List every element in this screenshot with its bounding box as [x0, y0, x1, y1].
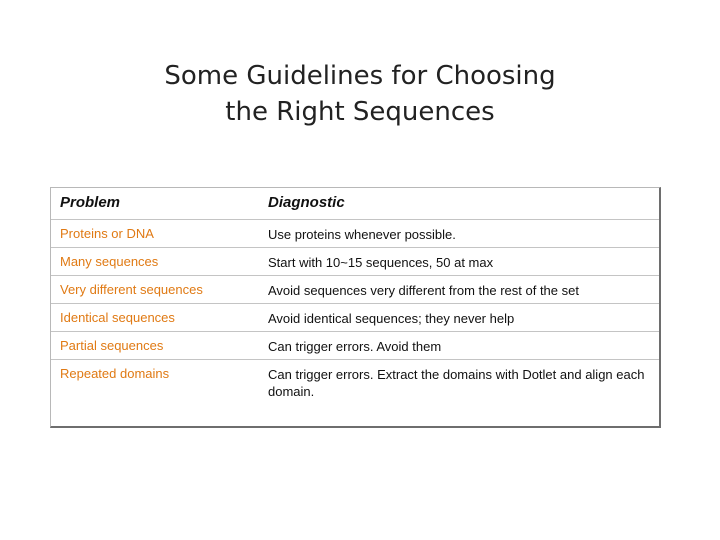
table-row [51, 332, 659, 360]
slide-title-line-2: the Right Sequences [225, 97, 495, 127]
problem-cell: Proteins or DNA [60, 226, 154, 241]
slide-title [0, 58, 720, 130]
table-row [51, 220, 659, 248]
slide-title-line-1: Some Guidelines for Choosing [164, 61, 556, 91]
column-header-problem: Problem [60, 194, 121, 211]
diagnostic-cell: Avoid sequences very different from the rest of the set [268, 283, 579, 298]
diagnostic-cell: Can trigger errors. Extract the domains with Dotlet and align each domain. [268, 367, 645, 399]
column-header-diagnostic: Diagnostic [268, 194, 345, 211]
diagnostic-cell: Avoid identical sequences; they never help [268, 311, 515, 326]
table-row [51, 304, 659, 332]
problem-cell: Many sequences [60, 254, 159, 269]
diagnostic-cell: Start with 10~15 sequences, 50 at max [268, 255, 494, 270]
problem-cell: Identical sequences [60, 310, 175, 325]
table-row [51, 360, 659, 428]
diagnostic-cell: Use proteins whenever possible. [268, 227, 456, 242]
table-row [51, 276, 659, 304]
problem-cell: Partial sequences [60, 338, 164, 353]
problem-cell: Repeated domains [60, 366, 170, 381]
problem-cell: Very different sequences [60, 282, 203, 297]
table-header-row [51, 188, 659, 220]
table-row [51, 248, 659, 276]
guidelines-table [50, 187, 661, 428]
diagnostic-cell: Can trigger errors. Avoid them [268, 339, 442, 354]
